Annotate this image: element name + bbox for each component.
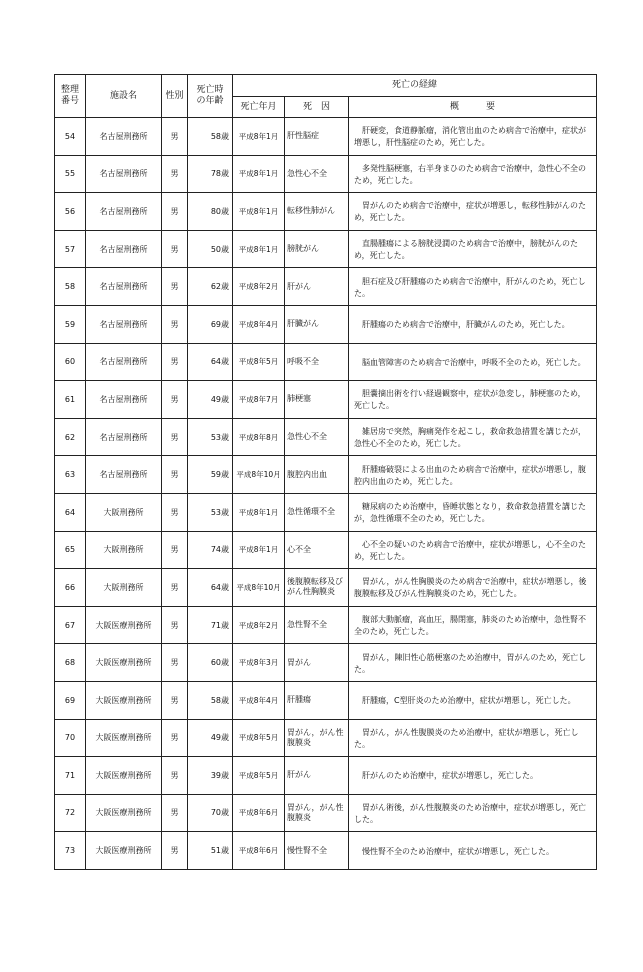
- sex-cell: 男: [162, 268, 188, 306]
- sex-cell: 男: [162, 343, 188, 381]
- table-row: [55, 681, 597, 719]
- sex-cell: 男: [162, 681, 188, 719]
- death-date-cell: 平成8年4月: [233, 681, 285, 719]
- facility-name-cell: 大阪医療刑務所: [86, 644, 162, 682]
- table-row: [55, 531, 597, 569]
- record-number-cell: 66: [55, 569, 86, 607]
- record-number-cell: 58: [55, 268, 86, 306]
- death-records-table: [54, 74, 597, 870]
- age-at-death-cell: 58歳: [188, 681, 233, 719]
- cause-of-death-cell: 転移性肺がん: [285, 193, 349, 231]
- death-date-cell: 平成8年7月: [233, 381, 285, 419]
- sex-cell: 男: [162, 757, 188, 795]
- age-at-death-cell: 64歳: [188, 569, 233, 607]
- table-row: [55, 493, 597, 531]
- age-at-death-cell: 59歳: [188, 456, 233, 494]
- header-summary: 概 要: [349, 97, 597, 118]
- header-no: 整理 番号: [55, 75, 86, 118]
- facility-name-cell: 大阪刑務所: [86, 493, 162, 531]
- sex-cell: 男: [162, 230, 188, 268]
- facility-name-cell: 大阪刑務所: [86, 569, 162, 607]
- death-date-cell: 平成8年1月: [233, 531, 285, 569]
- cause-of-death-cell: 胃がん，がん性腹膜炎: [285, 794, 349, 832]
- record-number-cell: 70: [55, 719, 86, 757]
- cause-of-death-cell: 慢性腎不全: [285, 832, 349, 870]
- age-at-death-cell: 49歳: [188, 381, 233, 419]
- table-row: [55, 193, 597, 231]
- cause-of-death-cell: 後腹膜転移及びがん性胸膜炎: [285, 569, 349, 607]
- cause-of-death-cell: 急性心不全: [285, 155, 349, 193]
- sex-cell: 男: [162, 569, 188, 607]
- header-sex: 性別: [162, 75, 188, 118]
- summary-cell: 胃がん，陳旧性心筋梗塞のため治療中，胃がんのため，死亡した。: [349, 644, 597, 682]
- summary-cell: 慢性腎不全のため治療中，症状が増悪し，死亡した。: [349, 832, 597, 870]
- table-row: [55, 418, 597, 456]
- summary-cell: 肝硬変，食道静脈瘤，消化管出血のため病舎で治療中，症状が増悪し，肝性脳症のため，死亡した。: [349, 118, 597, 156]
- facility-name-cell: 大阪医療刑務所: [86, 606, 162, 644]
- death-date-cell: 平成8年3月: [233, 644, 285, 682]
- sex-cell: 男: [162, 606, 188, 644]
- death-date-cell: 平成8年1月: [233, 493, 285, 531]
- age-at-death-cell: 58歳: [188, 118, 233, 156]
- age-at-death-cell: 50歳: [188, 230, 233, 268]
- summary-cell: 心不全の疑いのため病舎で治療中，症状が増悪し，心不全のため，死亡した。: [349, 531, 597, 569]
- facility-name-cell: 名古屋刑務所: [86, 268, 162, 306]
- table-row: [55, 832, 597, 870]
- cause-of-death-cell: 肝臓がん: [285, 305, 349, 343]
- summary-cell: 胃がん，がん性腹膜炎のため治療中，症状が増悪し，死亡した。: [349, 719, 597, 757]
- death-date-cell: 平成8年4月: [233, 305, 285, 343]
- record-number-cell: 68: [55, 644, 86, 682]
- cause-of-death-cell: 呼吸不全: [285, 343, 349, 381]
- table-row: [55, 155, 597, 193]
- death-date-cell: 平成8年5月: [233, 757, 285, 795]
- facility-name-cell: 名古屋刑務所: [86, 305, 162, 343]
- death-date-cell: 平成8年8月: [233, 418, 285, 456]
- table-row: [55, 230, 597, 268]
- cause-of-death-cell: 急性心不全: [285, 418, 349, 456]
- cause-of-death-cell: 肝がん: [285, 757, 349, 795]
- summary-cell: 胃がんのため病舎で治療中，症状が増悪し，転移性肺がんのため，死亡した。: [349, 193, 597, 231]
- age-at-death-cell: 80歳: [188, 193, 233, 231]
- facility-name-cell: 名古屋刑務所: [86, 343, 162, 381]
- table-row: [55, 305, 597, 343]
- table-row: [55, 343, 597, 381]
- age-at-death-cell: 49歳: [188, 719, 233, 757]
- age-at-death-cell: 74歳: [188, 531, 233, 569]
- header-date: 死亡年月: [233, 97, 285, 118]
- record-number-cell: 54: [55, 118, 86, 156]
- record-number-cell: 56: [55, 193, 86, 231]
- table-row: [55, 719, 597, 757]
- death-date-cell: 平成8年2月: [233, 268, 285, 306]
- sex-cell: 男: [162, 305, 188, 343]
- cause-of-death-cell: 腹腔内出血: [285, 456, 349, 494]
- death-records-sheet: [54, 74, 596, 870]
- sex-cell: 男: [162, 456, 188, 494]
- sex-cell: 男: [162, 794, 188, 832]
- record-number-cell: 73: [55, 832, 86, 870]
- death-date-cell: 平成8年6月: [233, 832, 285, 870]
- table-row: [55, 757, 597, 795]
- summary-cell: 多発性脳梗塞，右半身まひのため病舎で治療中，急性心不全のため，死亡した。: [349, 155, 597, 193]
- death-date-cell: 平成8年10月: [233, 456, 285, 494]
- age-at-death-cell: 51歳: [188, 832, 233, 870]
- record-number-cell: 64: [55, 493, 86, 531]
- facility-name-cell: 名古屋刑務所: [86, 456, 162, 494]
- table-row: [55, 794, 597, 832]
- cause-of-death-cell: 胃がん: [285, 644, 349, 682]
- summary-cell: 胆石症及び肝腫瘍のため病舎で治療中，肝がんのため，死亡した。: [349, 268, 597, 306]
- age-at-death-cell: 53歳: [188, 418, 233, 456]
- table-row: [55, 606, 597, 644]
- record-number-cell: 69: [55, 681, 86, 719]
- table-row: [55, 118, 597, 156]
- header-facility: 施設名: [86, 75, 162, 118]
- table-row: [55, 381, 597, 419]
- table-row: [55, 268, 597, 306]
- death-date-cell: 平成8年1月: [233, 118, 285, 156]
- sex-cell: 男: [162, 832, 188, 870]
- death-date-cell: 平成8年6月: [233, 794, 285, 832]
- cause-of-death-cell: 膀胱がん: [285, 230, 349, 268]
- facility-name-cell: 大阪刑務所: [86, 531, 162, 569]
- table-row: [55, 644, 597, 682]
- header-details: 死亡の経緯: [233, 75, 597, 97]
- age-at-death-cell: 60歳: [188, 644, 233, 682]
- age-at-death-cell: 39歳: [188, 757, 233, 795]
- record-number-cell: 72: [55, 794, 86, 832]
- sex-cell: 男: [162, 118, 188, 156]
- record-number-cell: 62: [55, 418, 86, 456]
- sex-cell: 男: [162, 719, 188, 757]
- record-number-cell: 60: [55, 343, 86, 381]
- summary-cell: 胆嚢摘出術を行い経過観察中，症状が急変し，肺梗塞のため，死亡した。: [349, 381, 597, 419]
- death-date-cell: 平成8年5月: [233, 719, 285, 757]
- record-number-cell: 57: [55, 230, 86, 268]
- summary-cell: 肝がんのため治療中，症状が増悪し，死亡した。: [349, 757, 597, 795]
- cause-of-death-cell: 心不全: [285, 531, 349, 569]
- summary-cell: 胃がん術後，がん性腹膜炎のため治療中，症状が増悪し，死亡した。: [349, 794, 597, 832]
- record-number-cell: 71: [55, 757, 86, 795]
- cause-of-death-cell: 急性循環不全: [285, 493, 349, 531]
- facility-name-cell: 大阪医療刑務所: [86, 757, 162, 795]
- summary-cell: 糖尿病のため治療中，昏睡状態となり，救命救急措置を講じたが，急性循環不全のため，死亡した。: [349, 493, 597, 531]
- sex-cell: 男: [162, 193, 188, 231]
- age-at-death-cell: 78歳: [188, 155, 233, 193]
- death-date-cell: 平成8年1月: [233, 155, 285, 193]
- facility-name-cell: 名古屋刑務所: [86, 381, 162, 419]
- summary-cell: 腹部大動脈瘤，高血圧，腸閉塞，肺炎のため治療中，急性腎不全のため，死亡した。: [349, 606, 597, 644]
- sex-cell: 男: [162, 493, 188, 531]
- summary-cell: 肝腫瘍，C型肝炎のため治療中，症状が増悪し，死亡した。: [349, 681, 597, 719]
- summary-cell: 肝腫瘍のため病舎で治療中，肝臓がんのため，死亡した。: [349, 305, 597, 343]
- header-row-1: [55, 75, 597, 97]
- summary-cell: 直腸腫瘍による膀胱浸潤のため病舎で治療中，膀胱がんのため，死亡した。: [349, 230, 597, 268]
- facility-name-cell: 名古屋刑務所: [86, 230, 162, 268]
- age-at-death-cell: 70歳: [188, 794, 233, 832]
- cause-of-death-cell: 肝性脳症: [285, 118, 349, 156]
- sex-cell: 男: [162, 644, 188, 682]
- age-at-death-cell: 64歳: [188, 343, 233, 381]
- record-number-cell: 63: [55, 456, 86, 494]
- summary-cell: 胃がん，がん性胸膜炎のため病舎で治療中，症状が増悪し，後腹膜転移及びがん性胸膜炎のため，死亡した。: [349, 569, 597, 607]
- summary-cell: 脳血管障害のため病舎で治療中，呼吸不全のため，死亡した。: [349, 343, 597, 381]
- record-number-cell: 65: [55, 531, 86, 569]
- table-row: [55, 569, 597, 607]
- header-age: 死亡時 の年齢: [188, 75, 233, 118]
- facility-name-cell: 名古屋刑務所: [86, 193, 162, 231]
- facility-name-cell: 大阪医療刑務所: [86, 681, 162, 719]
- facility-name-cell: 名古屋刑務所: [86, 118, 162, 156]
- cause-of-death-cell: 急性腎不全: [285, 606, 349, 644]
- facility-name-cell: 名古屋刑務所: [86, 418, 162, 456]
- sex-cell: 男: [162, 418, 188, 456]
- table-row: [55, 456, 597, 494]
- facility-name-cell: 大阪医療刑務所: [86, 719, 162, 757]
- facility-name-cell: 大阪医療刑務所: [86, 832, 162, 870]
- record-number-cell: 59: [55, 305, 86, 343]
- record-number-cell: 67: [55, 606, 86, 644]
- header-cause: 死 因: [285, 97, 349, 118]
- record-number-cell: 55: [55, 155, 86, 193]
- cause-of-death-cell: 肺梗塞: [285, 381, 349, 419]
- cause-of-death-cell: 肝腫瘍: [285, 681, 349, 719]
- summary-cell: 肝腫瘍破裂による出血のため病舎で治療中，症状が増悪し，腹腔内出血のため，死亡した。: [349, 456, 597, 494]
- death-date-cell: 平成8年1月: [233, 193, 285, 231]
- age-at-death-cell: 62歳: [188, 268, 233, 306]
- summary-cell: 雑居房で突然，胸痛発作を起こし，救命救急措置を講じたが，急性心不全のため，死亡した。: [349, 418, 597, 456]
- age-at-death-cell: 69歳: [188, 305, 233, 343]
- sex-cell: 男: [162, 531, 188, 569]
- death-date-cell: 平成8年1月: [233, 230, 285, 268]
- death-date-cell: 平成8年5月: [233, 343, 285, 381]
- record-number-cell: 61: [55, 381, 86, 419]
- facility-name-cell: 大阪医療刑務所: [86, 794, 162, 832]
- cause-of-death-cell: 肝がん: [285, 268, 349, 306]
- death-date-cell: 平成8年10月: [233, 569, 285, 607]
- age-at-death-cell: 71歳: [188, 606, 233, 644]
- sex-cell: 男: [162, 155, 188, 193]
- age-at-death-cell: 53歳: [188, 493, 233, 531]
- cause-of-death-cell: 胃がん，がん性腹膜炎: [285, 719, 349, 757]
- sex-cell: 男: [162, 381, 188, 419]
- facility-name-cell: 名古屋刑務所: [86, 155, 162, 193]
- death-date-cell: 平成8年2月: [233, 606, 285, 644]
